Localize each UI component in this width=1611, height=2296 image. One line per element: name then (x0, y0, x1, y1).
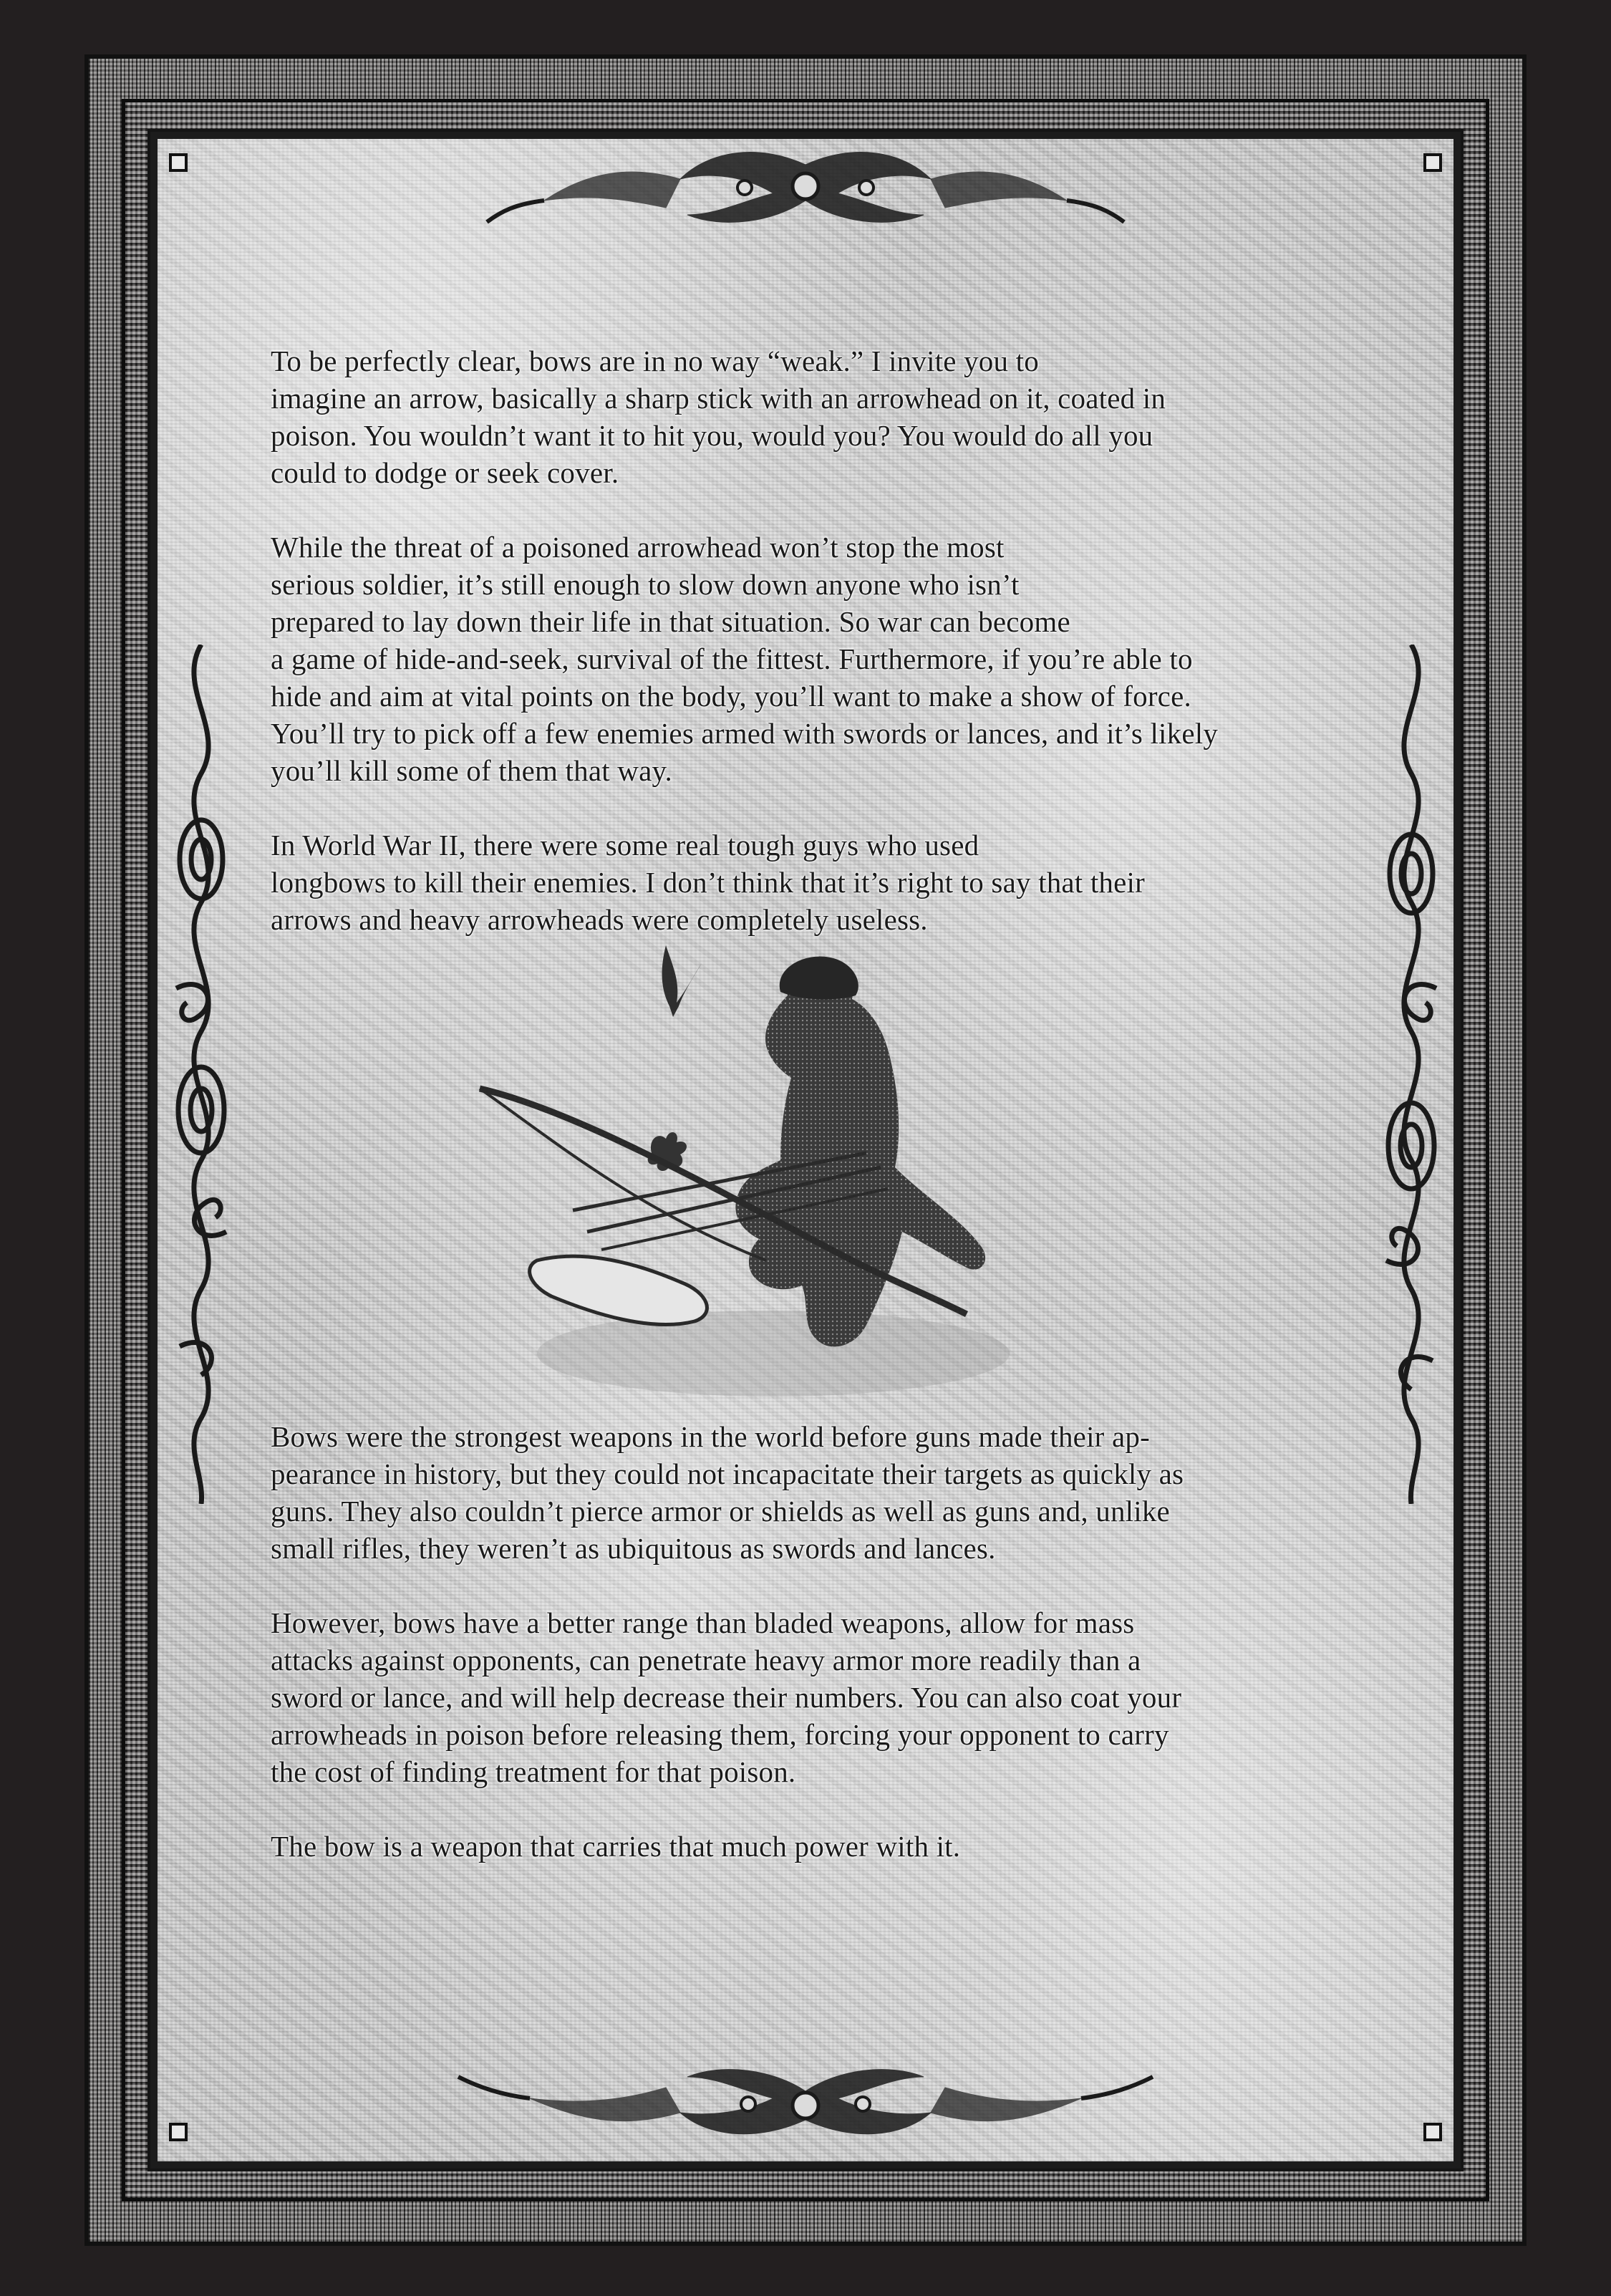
text-line: poison. You wouldn’t want it to hit you, would you? You would do all you (271, 419, 1153, 452)
text-line: Bows were the strongest weapons in the world before guns made their ap- (271, 1420, 1150, 1453)
text-line: hide and aim at vital points on the body, you’ll want to make a show of force. (271, 680, 1191, 713)
text-line: the cost of finding treatment for that poison. (271, 1755, 796, 1788)
text-line: could to dodge or seek cover. (271, 456, 619, 489)
top-ornament-icon (0, 136, 1611, 236)
paragraph (271, 1828, 1385, 1865)
text-line: To be perfectly clear, bows are in no way “weak.” I invite you to (271, 344, 1039, 377)
paragraph (271, 342, 1385, 491)
text-line: arrowheads in poison before releasing them, forcing your opponent to carry (271, 1718, 1169, 1751)
text-line: prepared to lay down their life in that situation. So war can become (271, 605, 1070, 638)
paragraph (271, 1604, 1385, 1790)
paragraph (271, 529, 1385, 789)
text-line: pearance in history, but they could not incapacitate their targets as quickly as (271, 1457, 1184, 1490)
text-line: guns. They also couldn’t pierce armor or shields as well as guns and, unlike (271, 1495, 1170, 1528)
left-scroll-ornament-icon (162, 645, 241, 1504)
text-section-bottom (271, 1418, 1385, 1865)
text-line: a game of hide-and-seek, survival of the fittest. Furthermore, if you’re able to (271, 642, 1193, 675)
text-line: The bow is a weapon that carries that much power with it. (271, 1830, 961, 1863)
text-section-top (271, 342, 1385, 938)
bird-icon (662, 945, 702, 1017)
text-line: small rifles, they weren’t as ubiquitous as swords and lances. (271, 1532, 996, 1565)
archer-silhouette-illustration (465, 924, 1110, 1411)
paragraph (271, 1418, 1385, 1567)
text-line: attacks against opponents, can penetrate heavy armor more readily than a (271, 1644, 1141, 1677)
text-line: serious soldier, it’s still enough to slow down anyone who isn’t (271, 568, 1020, 601)
text-line: sword or lance, and will help decrease their numbers. You can also coat your (271, 1681, 1182, 1714)
bottom-ornament-icon (0, 2055, 1611, 2156)
text-line: You’ll try to pick off a few enemies armed with swords or lances, and it’s likely (271, 717, 1219, 750)
text-line: arrows and heavy arrowheads were completely useless. (271, 903, 928, 936)
text-line: imagine an arrow, basically a sharp stick with an arrowhead on it, coated in (271, 382, 1166, 415)
paragraph (271, 826, 1385, 938)
text-line: However, bows have a better range than bladed weapons, allow for mass (271, 1606, 1135, 1639)
text-line: In World War II, there were some real tough guys who used (271, 829, 979, 862)
text-line: longbows to kill their enemies. I don’t think that it’s right to say that their (271, 866, 1145, 899)
text-line: you’ll kill some of them that way. (271, 754, 672, 787)
text-line: While the threat of a poisoned arrowhead won’t stop the most (271, 531, 1005, 564)
